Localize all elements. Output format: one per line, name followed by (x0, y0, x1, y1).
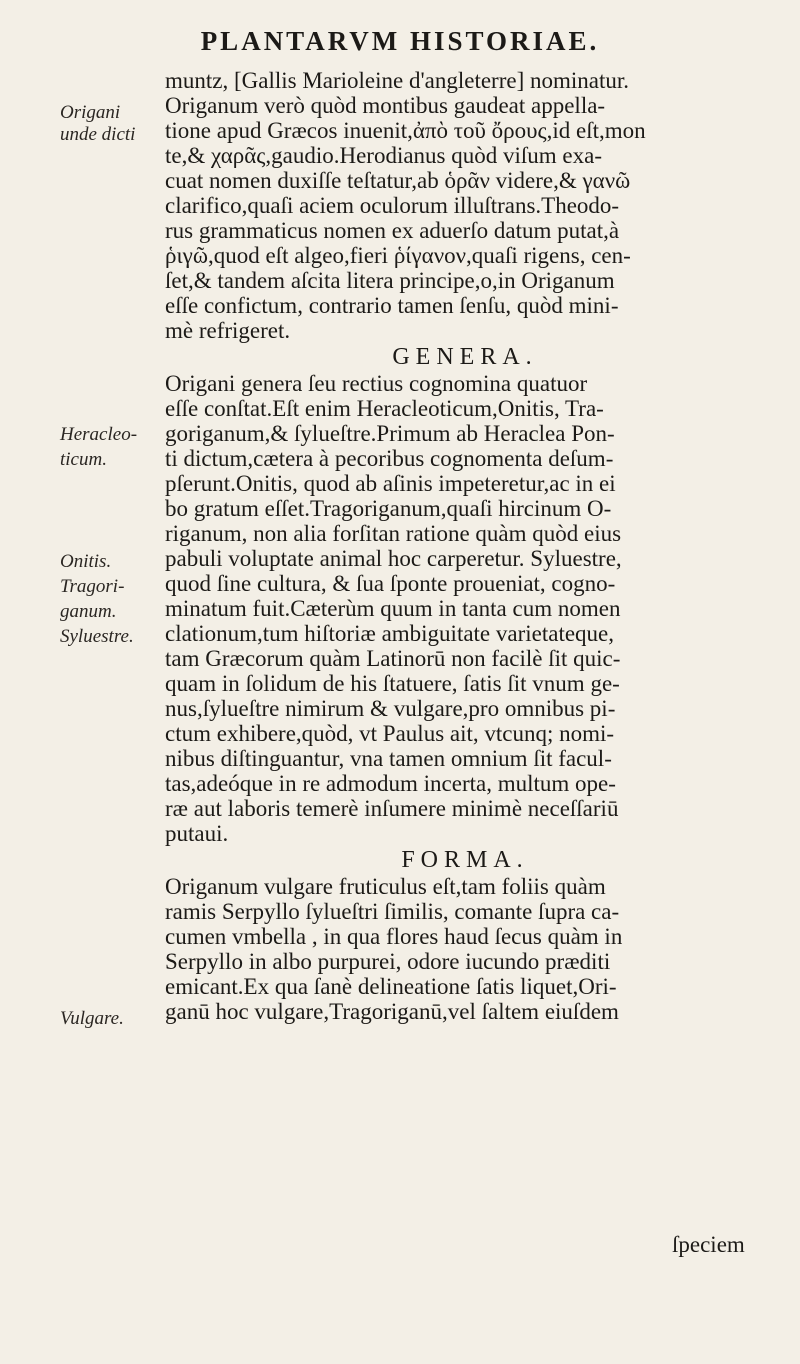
text-line: tione apud Græcos inuenit,ἀπὸ τοῦ ὄρους,id eſt,mon (165, 118, 646, 143)
text-line: bo gratum eſſet.Tragoriganum,quaſi hircinum O- (165, 496, 612, 521)
running-header: PLANTARVM HISTORIAE. (200, 26, 600, 56)
margin-note-heracleoticum-2: ticum. (60, 449, 107, 470)
text-line: riganum, non alia forſitan ratione quàm quòd eius (165, 521, 622, 546)
text-line: clarifico,quaſi aciem oculorum illuſtrans.Theodo- (165, 193, 620, 218)
text-line: tas,adeóque in re admodum incerta, multum ope- (165, 771, 616, 796)
text-line: Serpyllo in albo purpurei, odore iucundo præditi (165, 949, 611, 974)
text-line: ramis Serpyllo ſylueſtri ſimilis, comante ſupra ca- (165, 899, 620, 924)
text-line: clationum,tum hiſtoriæ ambiguitate varietateque, (165, 621, 615, 646)
margin-note-vulgare: Vulgare. (60, 1008, 124, 1029)
text-line: quod ſine cultura, & ſua ſponte proueniat, cogno- (165, 571, 616, 596)
margin-note-onitis: Onitis. (60, 551, 112, 572)
text-line: pabuli voluptate animal hoc carperetur. Syluestre, (165, 546, 622, 571)
text-line: pſerunt.Onitis, quod ab aſinis impeteretur,ac in ei (165, 471, 616, 496)
margin-note-origani: Origani (60, 102, 121, 123)
text-line: nus,ſylueſtre nimirum & vulgare,pro omnibus pi- (165, 696, 616, 721)
section-heading-forma: FORMA. (401, 847, 529, 873)
text-line: ti dictum,cætera à pecoribus cognomenta deſum- (165, 446, 614, 471)
text-line: rus grammaticus nomen ex aduerſo datum putat,à (165, 218, 620, 243)
text-line: nibus diſtinguantur, vna tamen omnium ſit facul- (165, 746, 612, 771)
text-line: Origanum verò quòd montibus gaudeat appella- (165, 93, 606, 118)
text-line: quam in ſolidum de his ſtatuere, ſatis ſit vnum ge- (165, 671, 620, 696)
margin-note-tragoriganum-1: Tragori- (60, 576, 125, 597)
text-line: tam Græcorum quàm Latinorū non facilè ſit quic- (165, 646, 621, 671)
margin-note-tragoriganum-2: ganum. (60, 601, 117, 622)
text-line: putaui. (165, 821, 229, 846)
text-line: Origani genera ſeu rectius cognomina quatuor (165, 371, 588, 396)
text-line: ῥιγῶ,quod eſt algeo,fieri ῥίγανον,quaſi rigens, cen- (165, 243, 631, 268)
section-heading-genera: GENERA. (392, 344, 538, 370)
text-line: eſſe confictum, contrario tamen ſenſu, quòd mini- (165, 293, 619, 318)
text-line: goriganum,& ſylueſtre.Primum ab Heraclea Pon- (165, 421, 615, 446)
text-line: Origanum vulgare fruticulus eſt,tam foliis quàm (165, 874, 606, 899)
catchword: ſpeciem (672, 1232, 745, 1257)
text-line: ræ aut laboris temerè inſumere minimè neceſſariū (165, 796, 619, 821)
text-line: minatum fuit.Cæterùm quum in tanta cum nomen (165, 596, 621, 621)
text-line: te,& χαρᾶς,gaudio.Herodianus quòd viſum exa- (165, 143, 602, 168)
text-line: ſet,& tandem aſcita litera principe,o,in Origanum (165, 268, 615, 293)
text-line: ganū hoc vulgare,Tragoriganū,vel ſaltem eiuſdem (165, 999, 619, 1024)
text-line: muntz, [Gallis Marioleine d'angleterre] nominatur. (165, 68, 629, 93)
text-line: cumen vmbella , in qua flores haud ſecus quàm in (165, 924, 623, 949)
margin-note-heracleoticum-1: Heracleo- (60, 424, 138, 445)
margin-note-unde-dicti: unde dicti (60, 124, 136, 145)
text-line: mè refrigeret. (165, 318, 291, 343)
text-line: cuat nomen duxiſſe teſtatur,ab ὁρᾶν videre,& γανῶ (165, 168, 631, 193)
margin-note-syluestre: Syluestre. (60, 626, 134, 647)
text-line: emicant.Ex qua ſanè delineatione ſatis liquet,Ori- (165, 974, 617, 999)
text-line: ctum exhibere,quòd, vt Paulus ait, vtcunq; nomi- (165, 721, 615, 746)
text-line: eſſe conſtat.Eſt enim Heracleoticum,Onitis, Tra- (165, 396, 604, 421)
main-text-column (165, 68, 765, 1024)
